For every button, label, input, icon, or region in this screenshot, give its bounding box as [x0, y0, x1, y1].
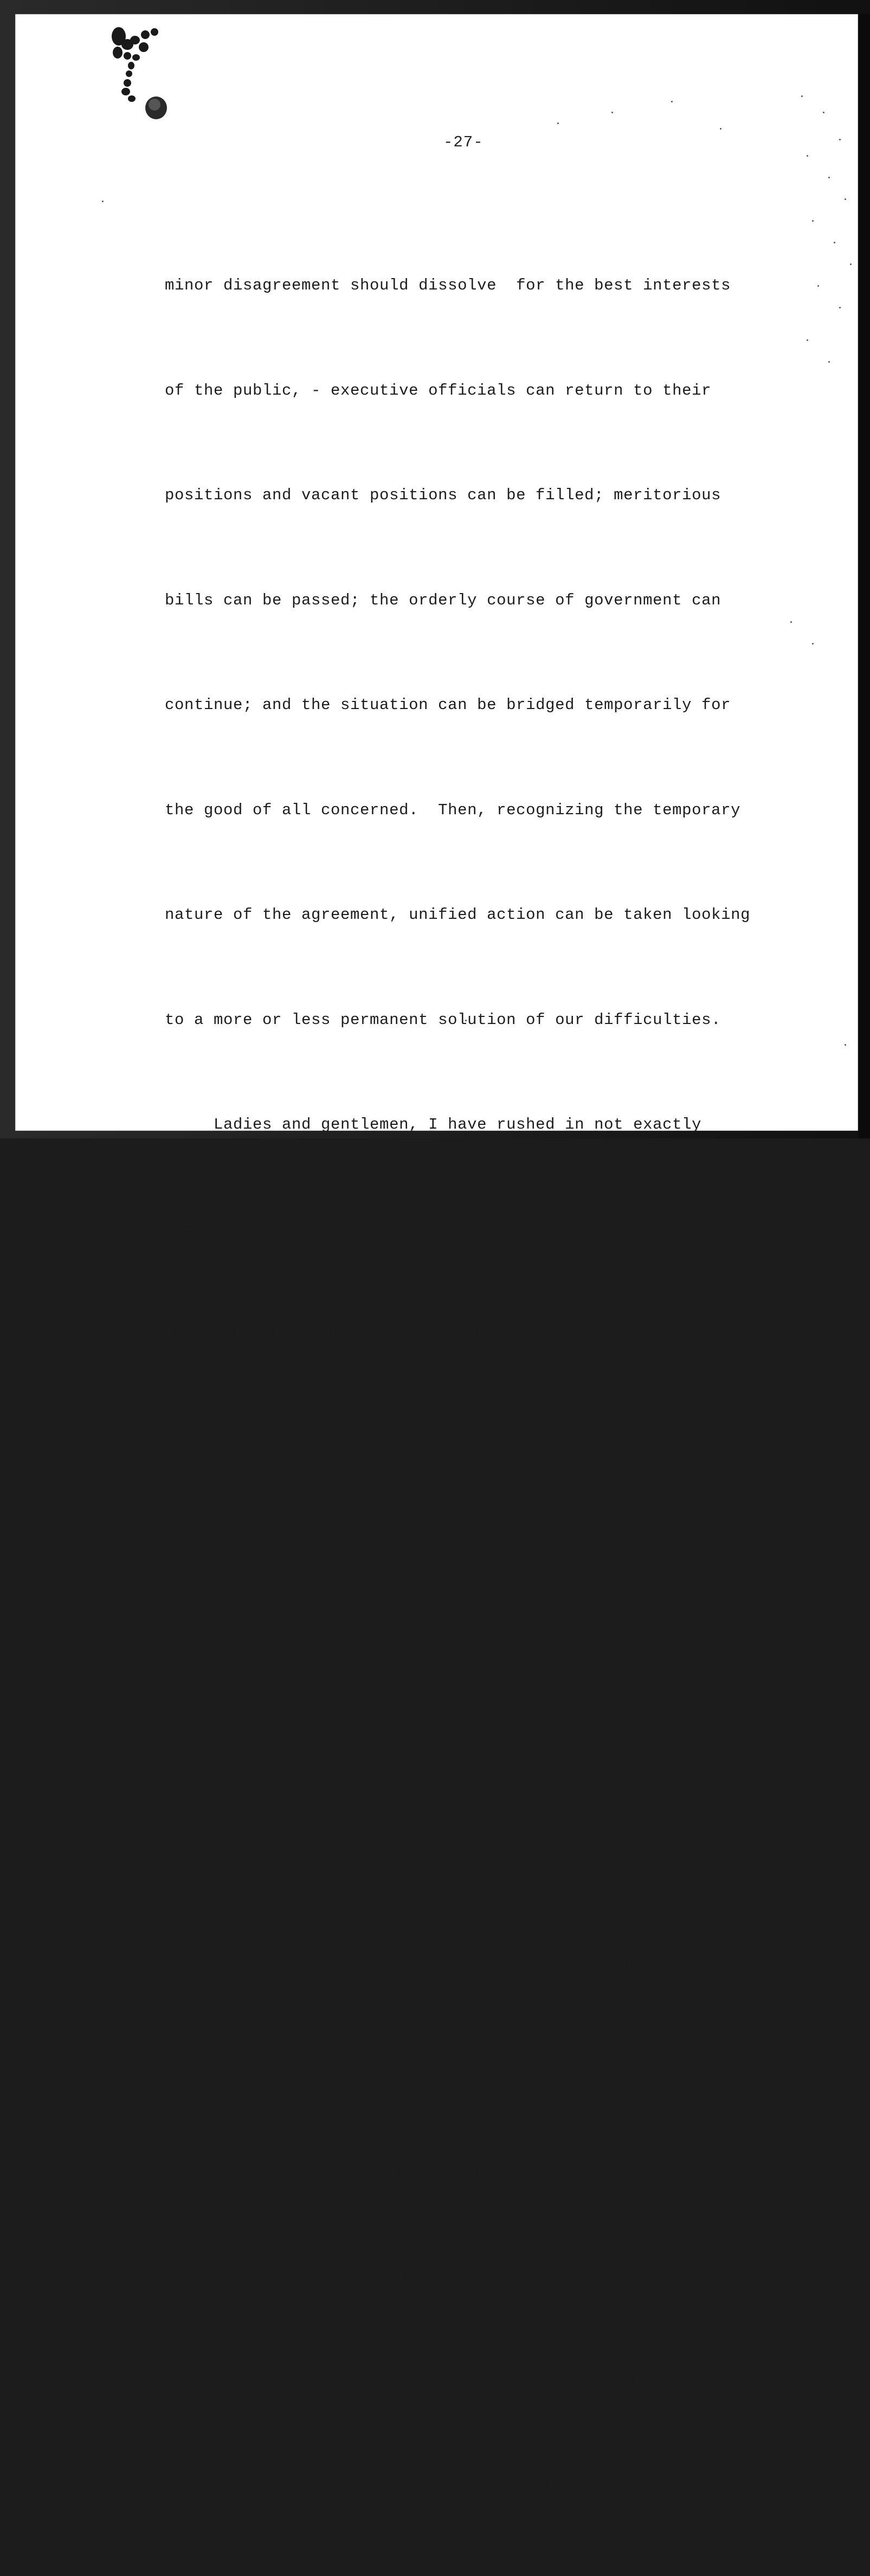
text-line: agreed with him. Now, I do not believe that either the [165, 2165, 702, 2182]
text-line: Governor-General or the President of the Senate are desirous [165, 2269, 751, 2288]
text-line: the Philippines, but where possibly better men have avoid- [165, 1325, 731, 1343]
text-line: ed discussion. Yet an honest difference of opinion should [165, 1430, 731, 1448]
text-line: minor disagreement should dissolve for the best interests [165, 276, 731, 294]
document-page [15, 14, 858, 2497]
text-line: to a more or less permanent solution of our difficulties. [165, 1010, 721, 1029]
text-line: continue; and the situation can be bridged temporarily for [165, 696, 731, 714]
text-line: other gentlemen with the Governor-General, and a question [165, 1640, 721, 1658]
body-text [165, 198, 815, 2576]
text-line: positions and vacant positions can be filled; meritorious [165, 486, 721, 504]
text-line: Ladies and gentlemen, I have rushed in not exactly [165, 1116, 702, 1134]
text-line: was answered by two gentlemen and myself not exactly in [165, 1745, 702, 1763]
scan-edge [858, 14, 870, 1138]
text-line: be respected. I remember once being in conference with [165, 1535, 702, 1553]
text-line: bills can be passed; the orderly course of government can [165, 591, 721, 609]
text-line: the good of all concerned. Then, recognizing the temporary [165, 801, 741, 819]
text-line: side in the corridor, one of those attending remarked that [165, 1955, 731, 1973]
text-line: of the public, - executive officials can return to their [165, 381, 712, 400]
text-line: where angels fear to tread, for there are few angels in [165, 1220, 702, 1239]
text-line: invariably agree, but that they are willing to concede that [165, 2479, 741, 2497]
text-line: nature of the agreement, unified action can be taken looking [165, 906, 751, 924]
page-number: -27- [443, 133, 484, 151]
text-line: we knew what the Governor-General wanted, and should have [165, 2059, 721, 2078]
text-line: accord with what was naturally expected. When we were out- [165, 1850, 741, 1868]
text-line: of having about them sycophantic characters who flatter and [165, 2374, 741, 2392]
